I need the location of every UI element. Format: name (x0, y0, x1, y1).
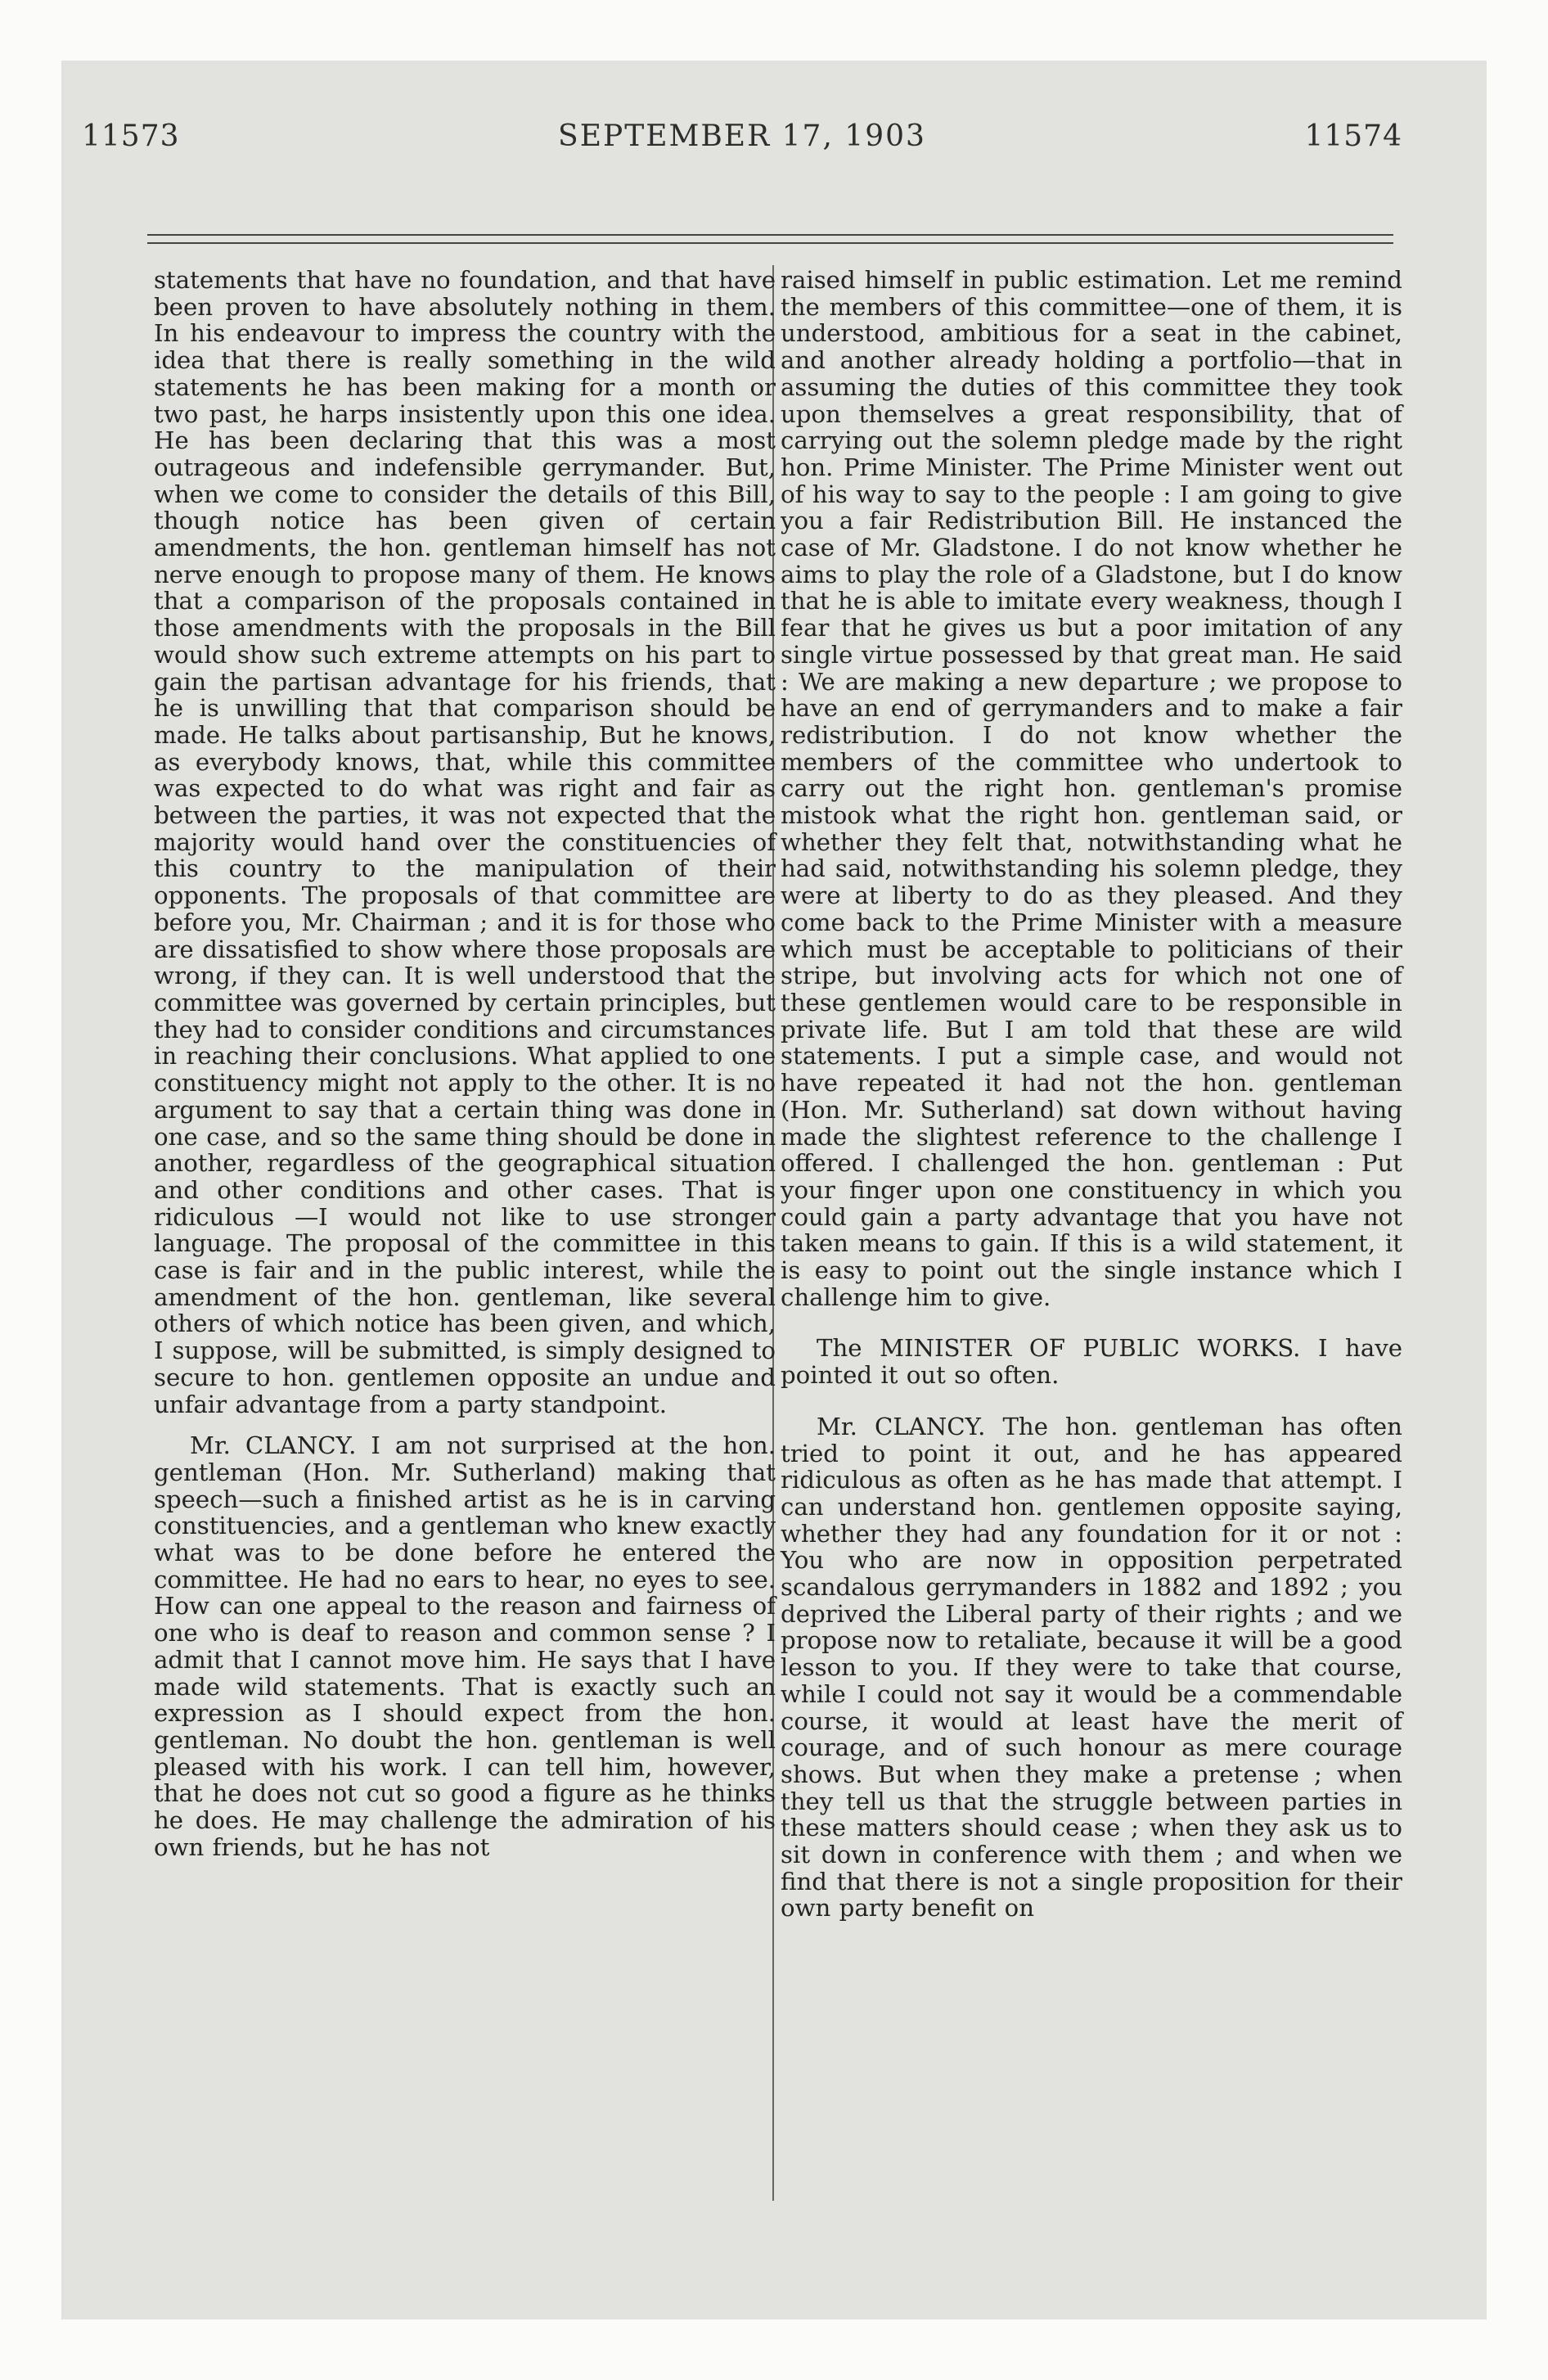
paragraph: The MINISTER OF PUBLIC WORKS. I have pointed it out so often. (781, 1334, 1402, 1390)
paragraph: Mr. CLANCY. The hon. gentleman has often tried to point it out, and he has appeared ridiculous as often as he has made that attempt. I can understand hon. gentlemen opposite saying, whether they had any foundation for it or not : You who are now in opposition perpetrated scandalous gerrymanders in 1882 and 1892 ; you deprived the Liberal party of their rights ; and we propose now to retaliate, because it will be a good lesson to you. If they were to take that course, while I could not say it would be a commendable course, it would at least have the merit of courage, and of such honour as mere courage shows. But when they make a pretense ; when they tell us that the struggle between parties in these matters should cease ; when they ask us to sit down in conference with them ; and when we find that there is not a single proposition for their own party benefit on (781, 1412, 1402, 1922)
page-number-left: 11573 (82, 119, 180, 153)
right-column (781, 267, 1402, 1922)
paragraph: raised himself in public estimation. Let me remind the members of this committee—one of them, it is understood, ambitious for a seat in the cabinet, and another already holding a portfolio—that in assuming the duties of this committee they took upon themselves a great responsibility, that of carrying out the solemn pledge made by the right hon. Prime Minister. The Prime Minister went out of his way to say to the people : I am going to give you a fair Redistribution Bill. He instanced the case of Mr. Gladstone. I do not know whether he aims to play the role of a Gladstone, but I do know that he is able to imitate every weakness, though I fear that he gives us but a poor imitation of any single virtue possessed by that great man. He said : We are making a new departure ; we propose to have an end of gerrymanders and to make a fair redistribution. I do not know whether the members of the committee who undertook to carry out the right hon. gentleman's promise mistook what the right hon. gentleman said, or whether they felt that, notwithstanding what he had said, notwithstanding his solemn pledge, they were at liberty to do as they pleased. And they come back to the Prime Minister with a measure which must be acceptable to politicians of their stripe, but involving acts for which not one of these gentlemen would care to be responsible in private life. But I am told that these are wild statements. I put a simple case, and would not have repeated it had not the hon. gentleman (Hon. Mr. Sutherland) sat down without having made the slightest reference to the challenge I offered. I challenged the hon. gentleman : Put your finger upon one constituency in which you could gain a party advantage that you have not taken means to gain. If this is a wild statement, it is easy to point out the single instance which I challenge him to give. (781, 266, 1402, 1311)
page-date: SEPTEMBER 17, 1903 (558, 119, 926, 153)
paragraph: statements that have no foundation, and that have been proven to have absolutely nothing in them. In his endeavour to impress the country with the idea that there is really something in the wild statements he has been making for a month or two past, he harps insistently upon this one idea. He has been declaring that this was a most outrageous and indefensible gerrymander. But, when we come to consider the details of this Bill, though notice has been given of certain amendments, the hon. gentleman himself has not nerve enough to propose many of them. He knows that a comparison of the proposals contained in those amendments with the proposals in the Bill would show such extreme attempts on his part to gain the partisan advantage for his friends, that he is unwilling that that comparison should be made. He talks about partisanship, But he knows, as everybody knows, that, while this committee was expected to do what was right and fair as between the parties, it was not expected that the majority would hand over the constituencies of this country to the manipulation of their opponents. The proposals of that committee are before you, Mr. Chairman ; and it is for those who are dissatisfied to show where those proposals are wrong, if they can. It is well understood that the committee was governed by certain principles, but they had to consider conditions and circumstances in reaching their conclusions. What applied to one constituency might not apply to the other. It is no argument to say that a certain thing was done in one case, and so the same thing should be done in another, regardless of the geographical situation and other conditions and other cases. That is ridiculous —I would not like to use stronger language. The proposal of the committee in this case is fair and in the public interest, while the amendment of the hon. gentleman, like several others of which notice has been given, and which, I suppose, will be submitted, is simply designed to secure to hon. gentlemen opposite an undue and unfair advantage from a party standpoint. (154, 266, 776, 1418)
left-column (154, 267, 776, 1860)
paragraph: Mr. CLANCY. I am not surprised at the hon. gentleman (Hon. Mr. Sutherland) making that speech—such a finished artist as he is in carving constituencies, and a gentleman who knew exactly what was to be done before he entered the committee. He had no ears to hear, no eyes to see. How can one appeal to the reason and fairness of one who is deaf to reason and common sense ? I admit that I cannot move him. He says that I have made wild statements. That is exactly such an expression as I should expect from the hon. gentleman. No doubt the hon. gentleman is well pleased with his work. I can tell him, however, that he does not cut so good a figure as he thinks he does. He may challenge the admiration of his own friends, but he has not (154, 1431, 776, 1861)
page-header (82, 119, 1402, 159)
header-rule-top (147, 234, 1393, 236)
header-rule-bottom (147, 242, 1393, 244)
page-number-right: 11574 (1304, 119, 1402, 153)
